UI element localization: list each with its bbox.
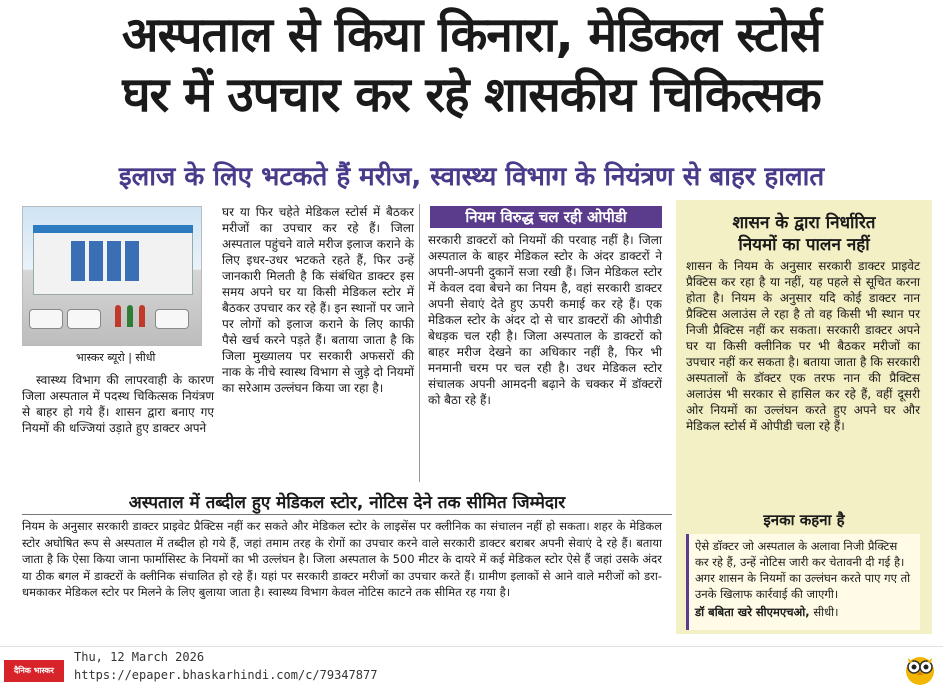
edition-url[interactable]: https://epaper.bhaskarhindi.com/c/79347877: [74, 668, 378, 682]
hospital-photo: [22, 206, 202, 346]
section-heading-opd: नियम विरुद्ध चल रही ओपीडी: [430, 206, 662, 228]
article-column-1b: स्वास्थ्य विभाग की लापरवाही के कारण जिला अस्पताल में पदस्थ चिकित्सक नियंत्रण से बाहर हो गये हैं। शासन द्वारा बनाए गए नियमों की धज्जियां उड़ाते हुए डाक्टर अपने: [22, 373, 214, 435]
headline-line1: अस्पताल से किया किनारा, मेडिकल स्टोर्स: [121, 7, 822, 63]
sidebar-subheading: इनका कहना है: [763, 511, 845, 529]
sidebar-text: शासन के नियम के अनुसार सरकारी डाक्टर प्राइवेट प्रैक्टिस कर रहा है या नहीं, यह पहले से सूचित करना होता है। नियम के अनुसार यदि कोई डाक्टर नान प्रैक्टिस अलाउंस ले रहा है तो वह किसी भी स्थान पर निजी प्रैक्टिस नहीं कर सकता। सरकारी डाक्टर अपने घर या किसी क्लीनिक पर भी बैठकर मरीजों का उपचार नहीं कर सकता है। बताया जाता है कि सरकारी अस्पतालों के डॉक्टर एक तरफ नान की प्रैक्टिस अलाउंस भी सरकार से हासिल कर रहे हैं, वहीं दूसरी ओर नियमों का उल्लंघन करते हुए अपने घर और मेडिकल स्टोर्स में ओपीडी चला रहे हैं।: [686, 259, 920, 433]
edition-date: Thu, 12 March 2026: [74, 650, 205, 664]
photo-credit: भास्कर ब्यूरो | सीधी: [76, 351, 156, 364]
sidebar-title-line2: नियमों का पालन नहीं: [738, 235, 870, 255]
article-bottom-text: नियम के अनुसार सरकारी डाक्टर प्राइवेट प्रैक्टिस नहीं कर सकते और मेडिकल स्टोर के लाइसेंस पर क्लीनिक का संचालन नहीं हो सकता। शहर के मेडिकल स्टोर अघोषित रूप से अस्पताल में तब्दील हो गये हैं, जहां तमाम तरह के रोगों का उपचार करने वाले सरकारी डाक्टर बराबर अपनी सेवाएं दे रहे हैं। बताया जाता है कि ऐसा किया जाना फार्मासिस्ट के नियमों का भी उल्लंघन है। जिला अस्पताल के 500 मीटर के दायरे में कई मेडिकल स्टोर ऐसे हैं जहां उसके अंदर या ठीक बगल में डाक्टरों के क्लीनिक संचालित हो रहे हैं। यहां पर सरकारी डाक्टर मरीजों का उपचार करते हैं। ग्रामीण इलाकों से आने वाले मरीजों को डरा-धमकाकर मेडिकल स्टोर पर मिलने के लिए बुलाया जाता है। स्वास्थ्य विभाग केवल नोटिस काटने तक सीमित रह गया है।: [22, 519, 662, 599]
sidebar-title-line1: शासन के द्वारा निर्धारित: [732, 213, 876, 233]
official-quote: [686, 534, 920, 630]
section-heading-medical-stores: अस्पताल में तब्दील हुए मेडिकल स्टोर, नोटिस देने तक सीमित जिम्मेदार: [128, 493, 566, 513]
article-column-1a: घर या फिर चहेते मेडिकल स्टोर्स में बैठकर मरीजों का उपचार कर रहे हैं। जिला अस्पताल पहुंचने वाले मरीज इलाज कराने के लिए इधर-उधर भटकते रहते हैं, फिर उन्हें जानकारी मिलती है कि संबंधित डाक्टर इस समय अपने घर या किसी मेडिकल स्टोर में बैठकर उपचार कर रहे हैं। इन स्थानों पर जाने पर लोगों को इलाज कराने के लिए काफी पैसे खर्च करने पड़ते हैं। बताया जाता है कि जिला मुख्यालय पर सरकारी अफसरों की नाक के नीचे स्वास्थ विभाग से जुड़े दो नियमों का सरेआम उल्लंघन किया जा रहा है।: [222, 205, 414, 395]
headline-line2: घर में उपचार कर रहे शासकीय चिकित्सक: [122, 67, 821, 123]
section-divider: [22, 514, 672, 515]
newspaper-logo[interactable]: दैनिक भास्कर: [4, 660, 64, 682]
article-column-2: सरकारी डाक्टरों को नियमों की परवाह नहीं है। जिला अस्पताल के बाहर मेडिकल स्टोर के अंदर डाक्टरों ने अपनी-अपनी दुकानें सजा रखी हैं। जिन मेडिकल स्टोर में केवल दवा बेचने का नियम है, वहां सरकारी डाक्टर अपनी सेवाएं देते हुए ऊपरी कमाई कर रहे हैं। एक मेडिकल स्टोर के अंदर दो से चार डाक्टरों की ओपीडी बेधड़क चल रही है। जिला अस्पताल के डाक्टरों को बाहर मरीज देखने का अधिकार नहीं है, फिर भी मनमानी चरम पर चल रही है। उधर मेडिकल स्टोर संचालक अपनी आमदनी बढ़ाने के चक्कर में डॉक्टरों को बैठा रहे हैं।: [428, 233, 662, 407]
quote-place: सीधी।: [809, 605, 839, 619]
quote-attribution: डॉ बबिता खरे सीएमएचओ,: [695, 605, 810, 619]
sidebar-title: [676, 212, 932, 256]
quote-text: ऐसे डॉक्टर जो अस्पताल के अलावा निजी प्रैक्टिस कर रहे हैं, उन्हें नोटिस जारी कर चेतावनी दी गई है। अगर शासन के नियमों का उल्लंघन करते पाए गए तो उनके खिलाफ कार्रवाई की जाएगी।: [695, 539, 911, 601]
column-divider: [419, 204, 420, 482]
subheadline: इलाज के लिए भटकते हैं मरीज, स्वास्थ्य विभाग के नियंत्रण से बाहर हालात: [118, 162, 825, 192]
owl-mascot-icon[interactable]: [904, 652, 936, 686]
